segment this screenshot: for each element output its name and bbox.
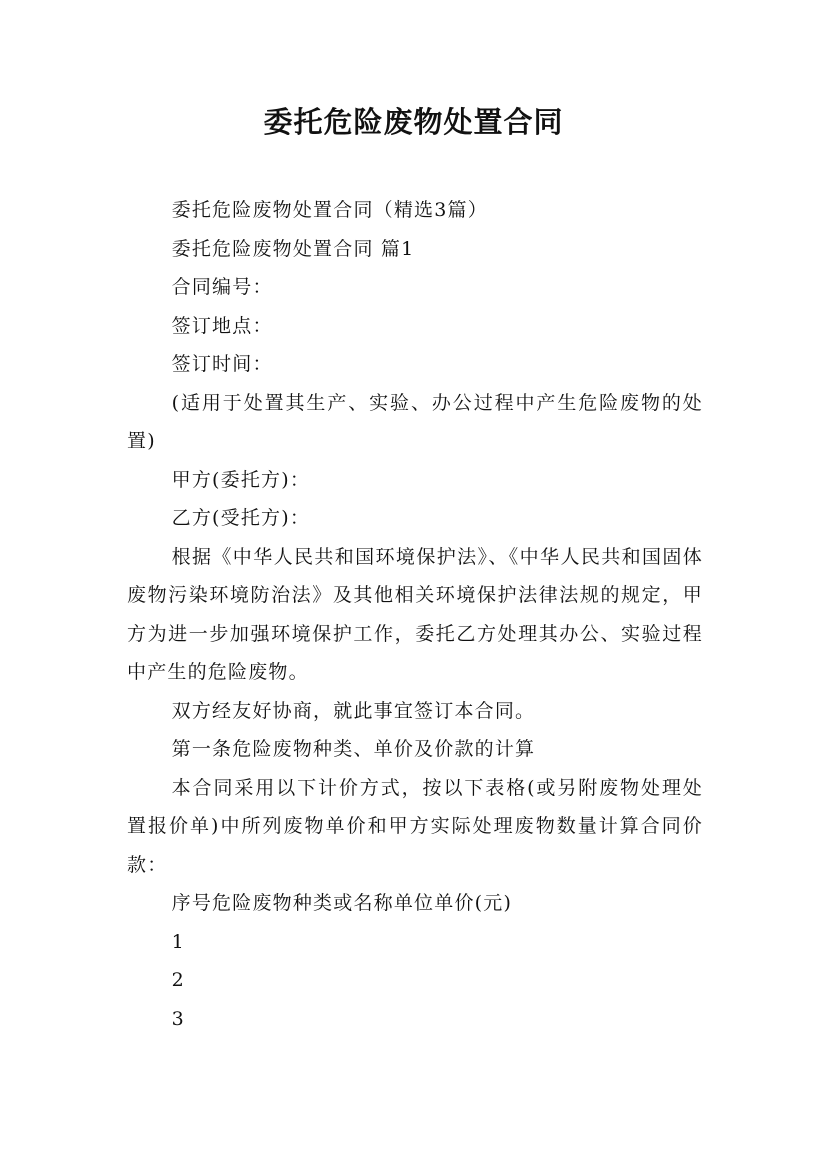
paragraph-section-heading: 委托危险废物处置合同 篇1 xyxy=(171,237,415,260)
paragraph-signing-time: 签订时间： xyxy=(171,353,273,375)
paragraph-signing-place: 签订地点： xyxy=(171,314,273,337)
paragraph-party-a: 甲方(委托方)： xyxy=(171,468,311,491)
document-body xyxy=(127,191,703,1038)
paragraph-article-one: 第一条危险废物种类、单价及价款的计算 xyxy=(171,738,536,760)
paragraph-row-1: 1 xyxy=(171,930,185,953)
paragraph-contract-number: 合同编号： xyxy=(171,276,273,298)
document-title: 委托危险废物处置合同 xyxy=(263,105,564,139)
paragraph-scope-note: (适用于处置其生产、实验、办公过程中产生危险废物的处置) xyxy=(127,391,703,452)
paragraph-pricing: 本合同采用以下计价方式，按以下表格(或另附废物处理处置报价单)中所列废物单价和甲方实际处理废物数量计算合同价款： xyxy=(127,776,703,876)
paragraph-legal-basis: 根据《中华人民共和国环境保护法》、《中华人民共和国固体废物污染环境防治法》及其他相关环境保护法律法规的规定，甲方为进一步加强环境保护工作，委托乙方处理其办公、实验过程中产生的危险废物。 xyxy=(127,545,703,683)
paragraph-row-2: 2 xyxy=(171,969,185,991)
paragraph-row-3: 3 xyxy=(171,1007,185,1030)
paragraph-party-b: 乙方(受托方)： xyxy=(171,507,311,529)
paragraph-table-header: 序号危险废物种类或名称单位单价(元) xyxy=(171,892,513,914)
paragraph-subtitle: 委托危险废物处置合同（精选3篇） xyxy=(171,199,488,221)
paragraph-agreement: 双方经友好协商，就此事宜签订本合同。 xyxy=(171,699,536,722)
